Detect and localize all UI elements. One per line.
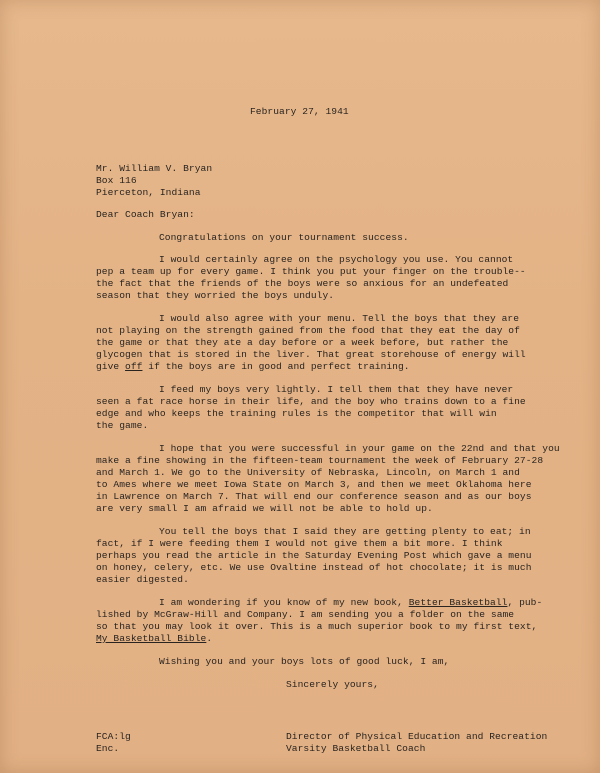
paragraph-4-line-1: I feed my boys very lightly. I tell them that they have never [159,384,514,395]
paragraph-6-line-1: You tell the boys that I said they are getting plenty to eat; in [159,526,531,537]
paragraph-3-line-2: not playing on the strength gained from the food that they eat the day of [96,325,520,336]
letter-date: February 27, 1941 [250,106,349,117]
paragraph-5-line-3: and March 1. We go to the University of Nebraska, Lincoln, on March 1 and [96,467,520,478]
paragraph-2-line-1: I would certainly agree on the psychology you use. You cannot [159,254,514,265]
salutation: Dear Coach Bryan: [96,209,195,220]
reference-initials: FCA:lg [96,731,131,742]
paragraph-2-line-2: pep a team up for every game. I think you put your finger on the trouble-- [96,266,526,277]
paragraph-6-line-2: fact, if I were feeding them I would not give them a bit more. I think [96,538,503,549]
paragraph-8-line-1: Wishing you and your boys lots of good luck, I am, [159,656,450,667]
signature-title-line-2: Varsity Basketball Coach [286,743,426,754]
address-line-name: Mr. William V. Bryan [96,163,213,174]
paragraph-3-line-3: the game or that they ate a day before or a week before, but rather the [96,337,509,348]
paragraph-5-line-2: make a fine showing in the fifteen-team tournament the week of February 27-28 [96,455,544,466]
paragraph-3-line-4: glycogen that is stored in the liver. That great storehouse of energy will [96,349,526,360]
paragraph-5-line-5: in Lawrence on March 7. That will end our conference season and as our boys [96,491,532,502]
address-line-city: Pierceton, Indiana [96,187,201,198]
paragraph-3-line-1: I would also agree with your menu. Tell the boys that they are [159,313,520,324]
closing: Sincerely yours, [286,679,379,690]
paragraph-5-line-6: are very small I am afraid we will not be able to hold up. [96,503,433,514]
paragraph-7-line-2: lished by McGraw-Hill and Company. I am sending you a folder on the same [96,609,515,620]
paragraph-6-line-4: on honey, celery, etc. We use Ovaltine instead of hot chocolate; it is much [96,562,532,573]
paragraph-2-line-3: the fact that the friends of the boys were so anxious for an undefeated [96,278,509,289]
paragraph-4-line-3: edge and who keeps the training rules is the competitor that will win [96,408,497,419]
paragraph-6-line-5: easier digested. [96,574,189,585]
paragraph-5-line-1: I hope that you were successful in your game on the 22nd and that you [159,443,560,454]
paragraph-7-line-4: My Basketball Bible. [96,633,213,644]
paragraph-3-line-5: give off if the boys are in good and perfect training. [96,361,410,372]
address-line-box: Box 116 [96,175,137,186]
paragraph-1-line-1: Congratulations on your tournament success. [159,232,409,243]
paragraph-4-line-4: the game. [96,420,149,431]
signature-title-line-1: Director of Physical Education and Recreation [286,731,548,742]
paragraph-6-line-3: perhaps you read the article in the Saturday Evening Post which gave a menu [96,550,532,561]
paragraph-4-line-2: seen a fat race horse in their life, and the boy who trains down to a fine [96,396,526,407]
paragraph-5-line-4: to Ames where we meet Iowa State on March 3, and then we meet Oklahoma here [96,479,532,490]
enclosure-note: Enc. [96,743,120,754]
paragraph-2-line-4: season that they worried the boys unduly. [96,290,335,301]
paragraph-7-line-1: I am wondering if you know of my new book, Better Basketball, pub- [159,597,543,608]
paragraph-7-line-3: so that you may look it over. This is a much superior book to my first text, [96,621,538,632]
